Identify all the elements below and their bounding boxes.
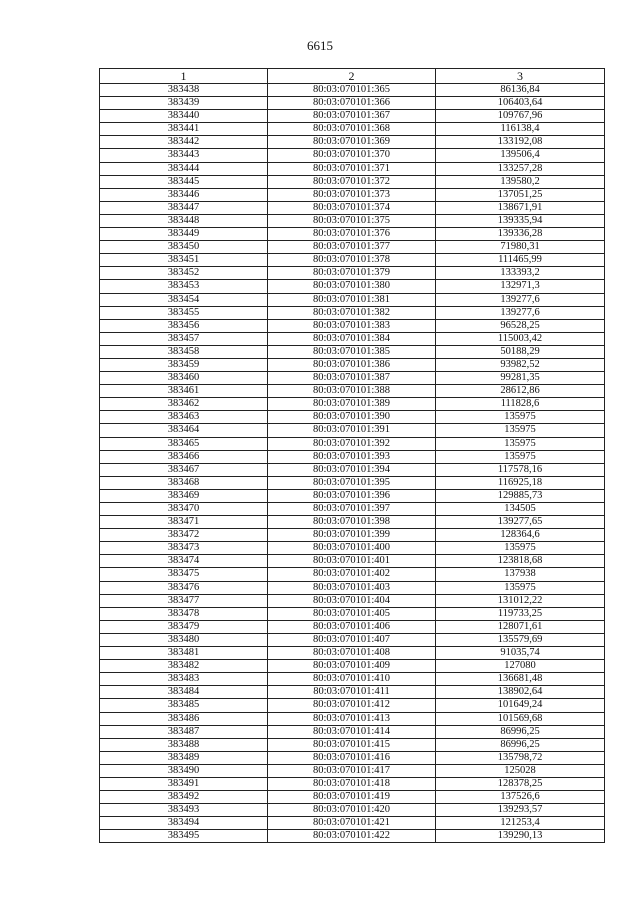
cadastral-number-cell: 80:03:070101:390: [268, 411, 436, 424]
cadastral-number-cell: 80:03:070101:387: [268, 372, 436, 385]
table-row: [100, 241, 605, 254]
value-cell: 139580,2: [436, 175, 605, 188]
cadastral-number-cell: 80:03:070101:374: [268, 201, 436, 214]
value-cell: 123818,68: [436, 555, 605, 568]
table-row: [100, 385, 605, 398]
cadastral-number-cell: 80:03:070101:418: [268, 777, 436, 790]
cadastral-number-cell: 80:03:070101:383: [268, 319, 436, 332]
value-cell: 71980,31: [436, 241, 605, 254]
row-number-cell: 383460: [100, 372, 268, 385]
cadastral-number-cell: 80:03:070101:414: [268, 725, 436, 738]
registry-table: [99, 68, 605, 843]
table-row: [100, 568, 605, 581]
cadastral-number-cell: 80:03:070101:405: [268, 607, 436, 620]
table-row: [100, 516, 605, 529]
value-cell: 128378,25: [436, 777, 605, 790]
row-number-cell: 383456: [100, 319, 268, 332]
row-number-cell: 383478: [100, 607, 268, 620]
value-cell: 138902,64: [436, 686, 605, 699]
row-number-cell: 383458: [100, 345, 268, 358]
row-number-cell: 383473: [100, 542, 268, 555]
table-row: [100, 764, 605, 777]
value-cell: 91035,74: [436, 647, 605, 660]
cadastral-number-cell: 80:03:070101:402: [268, 568, 436, 581]
cadastral-number-cell: 80:03:070101:416: [268, 751, 436, 764]
value-cell: 133393,2: [436, 267, 605, 280]
table-row: [100, 267, 605, 280]
table-row: [100, 319, 605, 332]
value-cell: 133257,28: [436, 162, 605, 175]
row-number-cell: 383462: [100, 398, 268, 411]
row-number-cell: 383455: [100, 306, 268, 319]
value-cell: 134505: [436, 503, 605, 516]
row-number-cell: 383447: [100, 201, 268, 214]
row-number-cell: 383468: [100, 476, 268, 489]
value-cell: 86996,25: [436, 738, 605, 751]
row-number-cell: 383493: [100, 804, 268, 817]
value-cell: 93982,52: [436, 358, 605, 371]
cadastral-number-cell: 80:03:070101:375: [268, 214, 436, 227]
row-number-cell: 383469: [100, 489, 268, 502]
cadastral-number-cell: 80:03:070101:393: [268, 450, 436, 463]
row-number-cell: 383465: [100, 437, 268, 450]
row-number-cell: 383451: [100, 254, 268, 267]
row-number-cell: 383491: [100, 777, 268, 790]
cadastral-number-cell: 80:03:070101:412: [268, 699, 436, 712]
cadastral-number-cell: 80:03:070101:421: [268, 817, 436, 830]
value-cell: 139336,28: [436, 228, 605, 241]
value-cell: 109767,96: [436, 110, 605, 123]
row-number-cell: 383467: [100, 463, 268, 476]
table-row: [100, 673, 605, 686]
row-number-cell: 383486: [100, 712, 268, 725]
table-row: [100, 817, 605, 830]
row-number-cell: 383470: [100, 503, 268, 516]
table-row: [100, 542, 605, 555]
row-number-cell: 383483: [100, 673, 268, 686]
cadastral-number-cell: 80:03:070101:415: [268, 738, 436, 751]
value-cell: 101569,68: [436, 712, 605, 725]
table-row: [100, 398, 605, 411]
value-cell: 139506,4: [436, 149, 605, 162]
row-number-cell: 383452: [100, 267, 268, 280]
row-number-cell: 383443: [100, 149, 268, 162]
page-number: 6615: [307, 38, 333, 53]
cadastral-number-cell: 80:03:070101:419: [268, 791, 436, 804]
row-number-cell: 383464: [100, 424, 268, 437]
value-cell: 131012,22: [436, 594, 605, 607]
row-number-cell: 383488: [100, 738, 268, 751]
cadastral-number-cell: 80:03:070101:388: [268, 385, 436, 398]
value-cell: 86136,84: [436, 84, 605, 97]
value-cell: 111465,99: [436, 254, 605, 267]
value-cell: 139335,94: [436, 214, 605, 227]
cadastral-number-cell: 80:03:070101:367: [268, 110, 436, 123]
cadastral-number-cell: 80:03:070101:389: [268, 398, 436, 411]
cadastral-number-cell: 80:03:070101:384: [268, 332, 436, 345]
value-cell: 137938: [436, 568, 605, 581]
cadastral-number-cell: 80:03:070101:386: [268, 358, 436, 371]
value-cell: 117578,16: [436, 463, 605, 476]
table-row: [100, 110, 605, 123]
table-header-row: [100, 69, 605, 84]
cadastral-number-cell: 80:03:070101:377: [268, 241, 436, 254]
table-row: [100, 777, 605, 790]
table-row: [100, 254, 605, 267]
cadastral-number-cell: 80:03:070101:399: [268, 529, 436, 542]
table-row: [100, 424, 605, 437]
cadastral-number-cell: 80:03:070101:422: [268, 830, 436, 843]
value-cell: 136681,48: [436, 673, 605, 686]
table-row: [100, 201, 605, 214]
row-number-cell: 383471: [100, 516, 268, 529]
table-row: [100, 647, 605, 660]
cadastral-number-cell: 80:03:070101:398: [268, 516, 436, 529]
row-number-cell: 383445: [100, 175, 268, 188]
cadastral-number-cell: 80:03:070101:391: [268, 424, 436, 437]
table-row: [100, 699, 605, 712]
cadastral-number-cell: 80:03:070101:406: [268, 620, 436, 633]
table-row: [100, 791, 605, 804]
table-row: [100, 594, 605, 607]
table-row: [100, 489, 605, 502]
cadastral-number-cell: 80:03:070101:376: [268, 228, 436, 241]
value-cell: 121253,4: [436, 817, 605, 830]
value-cell: 106403,64: [436, 97, 605, 110]
value-cell: 139277,6: [436, 306, 605, 319]
table-row: [100, 345, 605, 358]
row-number-cell: 383438: [100, 84, 268, 97]
row-number-cell: 383472: [100, 529, 268, 542]
table-row: [100, 660, 605, 673]
table-row: [100, 332, 605, 345]
row-number-cell: 383490: [100, 764, 268, 777]
table-body: [100, 84, 605, 843]
value-cell: 116925,18: [436, 476, 605, 489]
value-cell: 115003,42: [436, 332, 605, 345]
cadastral-number-cell: 80:03:070101:392: [268, 437, 436, 450]
value-cell: 135975: [436, 437, 605, 450]
cadastral-number-cell: 80:03:070101:371: [268, 162, 436, 175]
column-header-3: 3: [436, 69, 605, 84]
table-row: [100, 437, 605, 450]
row-number-cell: 383440: [100, 110, 268, 123]
cadastral-number-cell: 80:03:070101:409: [268, 660, 436, 673]
value-cell: 138671,91: [436, 201, 605, 214]
cadastral-number-cell: 80:03:070101:368: [268, 123, 436, 136]
value-cell: 116138,4: [436, 123, 605, 136]
row-number-cell: 383461: [100, 385, 268, 398]
table-row: [100, 411, 605, 424]
value-cell: 127080: [436, 660, 605, 673]
row-number-cell: 383477: [100, 594, 268, 607]
cadastral-number-cell: 80:03:070101:396: [268, 489, 436, 502]
cadastral-number-cell: 80:03:070101:382: [268, 306, 436, 319]
cadastral-number-cell: 80:03:070101:403: [268, 581, 436, 594]
value-cell: 135975: [436, 450, 605, 463]
row-number-cell: 383494: [100, 817, 268, 830]
table-row: [100, 725, 605, 738]
cadastral-number-cell: 80:03:070101:417: [268, 764, 436, 777]
table-row: [100, 581, 605, 594]
cadastral-number-cell: 80:03:070101:385: [268, 345, 436, 358]
table-row: [100, 293, 605, 306]
value-cell: 96528,25: [436, 319, 605, 332]
row-number-cell: 383449: [100, 228, 268, 241]
row-number-cell: 383492: [100, 791, 268, 804]
table-row: [100, 306, 605, 319]
value-cell: 99281,35: [436, 372, 605, 385]
value-cell: 135798,72: [436, 751, 605, 764]
row-number-cell: 383450: [100, 241, 268, 254]
row-number-cell: 383495: [100, 830, 268, 843]
cadastral-number-cell: 80:03:070101:401: [268, 555, 436, 568]
table-row: [100, 620, 605, 633]
cadastral-number-cell: 80:03:070101:410: [268, 673, 436, 686]
row-number-cell: 383453: [100, 280, 268, 293]
row-number-cell: 383439: [100, 97, 268, 110]
cadastral-number-cell: 80:03:070101:404: [268, 594, 436, 607]
value-cell: 135975: [436, 542, 605, 555]
value-cell: 133192,08: [436, 136, 605, 149]
row-number-cell: 383454: [100, 293, 268, 306]
table-row: [100, 686, 605, 699]
cadastral-number-cell: 80:03:070101:369: [268, 136, 436, 149]
table-row: [100, 175, 605, 188]
cadastral-number-cell: 80:03:070101:381: [268, 293, 436, 306]
cadastral-number-cell: 80:03:070101:378: [268, 254, 436, 267]
value-cell: 101649,24: [436, 699, 605, 712]
cadastral-number-cell: 80:03:070101:411: [268, 686, 436, 699]
value-cell: 111828,6: [436, 398, 605, 411]
row-number-cell: 383480: [100, 633, 268, 646]
table-row: [100, 555, 605, 568]
cadastral-number-cell: 80:03:070101:372: [268, 175, 436, 188]
cadastral-number-cell: 80:03:070101:379: [268, 267, 436, 280]
row-number-cell: 383484: [100, 686, 268, 699]
row-number-cell: 383441: [100, 123, 268, 136]
row-number-cell: 383459: [100, 358, 268, 371]
table-row: [100, 214, 605, 227]
cadastral-number-cell: 80:03:070101:366: [268, 97, 436, 110]
row-number-cell: 383482: [100, 660, 268, 673]
value-cell: 137526,6: [436, 791, 605, 804]
table-row: [100, 123, 605, 136]
cadastral-number-cell: 80:03:070101:394: [268, 463, 436, 476]
table-row: [100, 228, 605, 241]
row-number-cell: 383463: [100, 411, 268, 424]
value-cell: 137051,25: [436, 188, 605, 201]
row-number-cell: 383487: [100, 725, 268, 738]
value-cell: 128364,6: [436, 529, 605, 542]
row-number-cell: 383442: [100, 136, 268, 149]
column-header-1: 1: [100, 69, 268, 84]
table-row: [100, 280, 605, 293]
cadastral-number-cell: 80:03:070101:370: [268, 149, 436, 162]
value-cell: 135975: [436, 411, 605, 424]
table-row: [100, 804, 605, 817]
cadastral-number-cell: 80:03:070101:395: [268, 476, 436, 489]
row-number-cell: 383485: [100, 699, 268, 712]
row-number-cell: 383466: [100, 450, 268, 463]
value-cell: 129885,73: [436, 489, 605, 502]
row-number-cell: 383476: [100, 581, 268, 594]
cadastral-number-cell: 80:03:070101:408: [268, 647, 436, 660]
value-cell: 119733,25: [436, 607, 605, 620]
value-cell: 139293,57: [436, 804, 605, 817]
row-number-cell: 383446: [100, 188, 268, 201]
table-row: [100, 633, 605, 646]
column-header-2: 2: [268, 69, 436, 84]
table-row: [100, 136, 605, 149]
cadastral-number-cell: 80:03:070101:400: [268, 542, 436, 555]
table-row: [100, 188, 605, 201]
table-row: [100, 607, 605, 620]
row-number-cell: 383444: [100, 162, 268, 175]
row-number-cell: 383481: [100, 647, 268, 660]
table-row: [100, 162, 605, 175]
cadastral-number-cell: 80:03:070101:397: [268, 503, 436, 516]
cadastral-number-cell: 80:03:070101:365: [268, 84, 436, 97]
table-row: [100, 450, 605, 463]
row-number-cell: 383479: [100, 620, 268, 633]
table-row: [100, 372, 605, 385]
table-row: [100, 476, 605, 489]
cadastral-number-cell: 80:03:070101:413: [268, 712, 436, 725]
value-cell: 125028: [436, 764, 605, 777]
value-cell: 139277,65: [436, 516, 605, 529]
table-row: [100, 97, 605, 110]
table-row: [100, 463, 605, 476]
row-number-cell: 383457: [100, 332, 268, 345]
value-cell: 135579,69: [436, 633, 605, 646]
table-row: [100, 358, 605, 371]
value-cell: 139290,13: [436, 830, 605, 843]
cadastral-number-cell: 80:03:070101:407: [268, 633, 436, 646]
value-cell: 50188,29: [436, 345, 605, 358]
row-number-cell: 383475: [100, 568, 268, 581]
value-cell: 86996,25: [436, 725, 605, 738]
value-cell: 135975: [436, 581, 605, 594]
row-number-cell: 383489: [100, 751, 268, 764]
cadastral-number-cell: 80:03:070101:420: [268, 804, 436, 817]
value-cell: 132971,3: [436, 280, 605, 293]
row-number-cell: 383474: [100, 555, 268, 568]
value-cell: 128071,61: [436, 620, 605, 633]
table-row: [100, 712, 605, 725]
table-row: [100, 84, 605, 97]
table-row: [100, 529, 605, 542]
cadastral-number-cell: 80:03:070101:373: [268, 188, 436, 201]
table-row: [100, 149, 605, 162]
value-cell: 139277,6: [436, 293, 605, 306]
table-row: [100, 738, 605, 751]
cadastral-number-cell: 80:03:070101:380: [268, 280, 436, 293]
value-cell: 135975: [436, 424, 605, 437]
value-cell: 28612,86: [436, 385, 605, 398]
row-number-cell: 383448: [100, 214, 268, 227]
table-row: [100, 503, 605, 516]
table-row: [100, 830, 605, 843]
table-row: [100, 751, 605, 764]
